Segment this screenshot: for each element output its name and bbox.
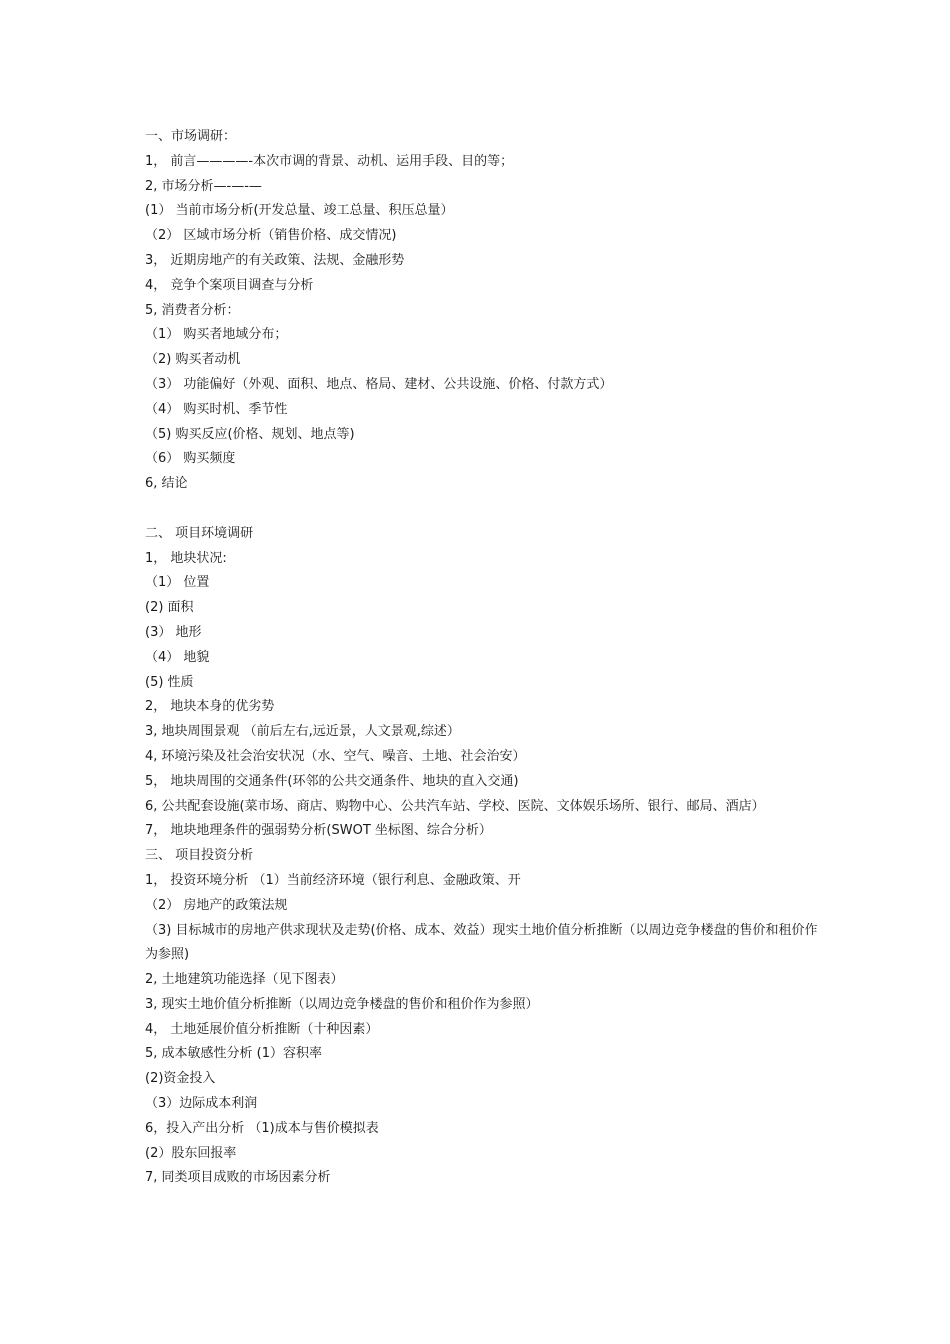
text-line: 6, 结论 — [145, 476, 188, 492]
text-line: 2, 土地建筑功能选择（见下图表） — [145, 972, 344, 988]
text-line: （3）边际成本利润 — [145, 1096, 258, 1112]
text-line: (3） 地形 — [145, 624, 202, 640]
text-line: （3) 目标城市的房地产供求现状及走势(价格、成本、效益）现实土地价值分析推断（以周边竞争楼盘的售价和租价作为参照) — [145, 922, 818, 963]
text-line: 1， 前言————-本次市调的背景、动机、运用手段、目的等； — [145, 153, 514, 169]
text-line: （2） 房地产的政策法规 — [145, 897, 288, 913]
text-line: 3， 近期房地产的有关政策、法规、金融形势 — [145, 252, 405, 268]
text-line: 4, 环境污染及社会治安状况（水、空气、噪音、土地、社会治安） — [145, 748, 526, 764]
section-heading-project-environment: 二、 项目环境调研 — [145, 525, 254, 541]
text-line: （1） 位置 — [145, 575, 210, 591]
text-line: （4） 地貌 — [145, 649, 210, 665]
blank-line — [145, 497, 825, 522]
text-line: (2）股东回报率 — [145, 1145, 237, 1161]
text-line: 4， 土地延展价值分析推断（十种因素） — [145, 1021, 379, 1037]
text-line: 3, 现实土地价值分析推断（以周边竞争楼盘的售价和租价作为参照） — [145, 996, 539, 1012]
text-line: 5， 地块周围的交通条件(环邻的公共交通条件、地块的直入交通) — [145, 773, 519, 789]
text-line: 6, 公共配套设施(菜市场、商店、购物中心、公共汽车站、学校、医院、文体娱乐场所、银行、邮局、酒店） — [145, 798, 765, 814]
text-line: （6） 购买频度 — [145, 451, 236, 467]
text-line: 7， 地块地理条件的强弱势分析(SWOT 坐标图、综合分析） — [145, 823, 492, 839]
text-line: 3, 地块周围景观 （前后左右,远近景，人文景观,综述） — [145, 724, 460, 740]
text-line: （1） 购买者地域分布； — [145, 327, 288, 343]
text-line: 1， 投资环境分析 （1）当前经济环境（银行利息、金融政策、开 — [145, 872, 521, 888]
text-line: 4， 竞争个案项目调查与分析 — [145, 277, 314, 293]
text-line: （2） 区域市场分析（销售价格、成交情况) — [145, 228, 397, 244]
section-heading-project-investment: 三、 项目投资分析 — [145, 848, 254, 864]
text-line: 2, 市场分析—-—-— — [145, 178, 262, 194]
text-line: （4） 购买时机、季节性 — [145, 401, 288, 417]
text-line: (5) 性质 — [145, 674, 194, 690]
text-line: （2) 购买者动机 — [145, 352, 241, 368]
text-line: 5, 消费者分析： — [145, 302, 240, 318]
document-body — [145, 125, 825, 1191]
text-line: 7, 同类项目成败的市场因素分析 — [145, 1170, 331, 1186]
text-line: 1， 地块状况: — [145, 550, 227, 566]
section-heading-market-research: 一、市场调研： — [145, 129, 237, 144]
text-line: （5) 购买反应(价格、规划、地点等) — [145, 426, 355, 442]
text-line: 2， 地块本身的优劣势 — [145, 699, 275, 715]
text-line: （3） 功能偏好（外观、面积、地点、格局、建材、公共设施、价格、付款方式） — [145, 376, 613, 392]
text-line: (2)资金投入 — [145, 1071, 216, 1087]
text-line: 6，投入产出分析 （1)成本与售价模拟表 — [145, 1120, 379, 1136]
text-line: 5, 成本敏感性分析 (1）容积率 — [145, 1046, 323, 1062]
text-line: (1） 当前市场分析(开发总量、竣工总量、积压总量） — [145, 203, 454, 219]
text-line: (2) 面积 — [145, 600, 194, 616]
